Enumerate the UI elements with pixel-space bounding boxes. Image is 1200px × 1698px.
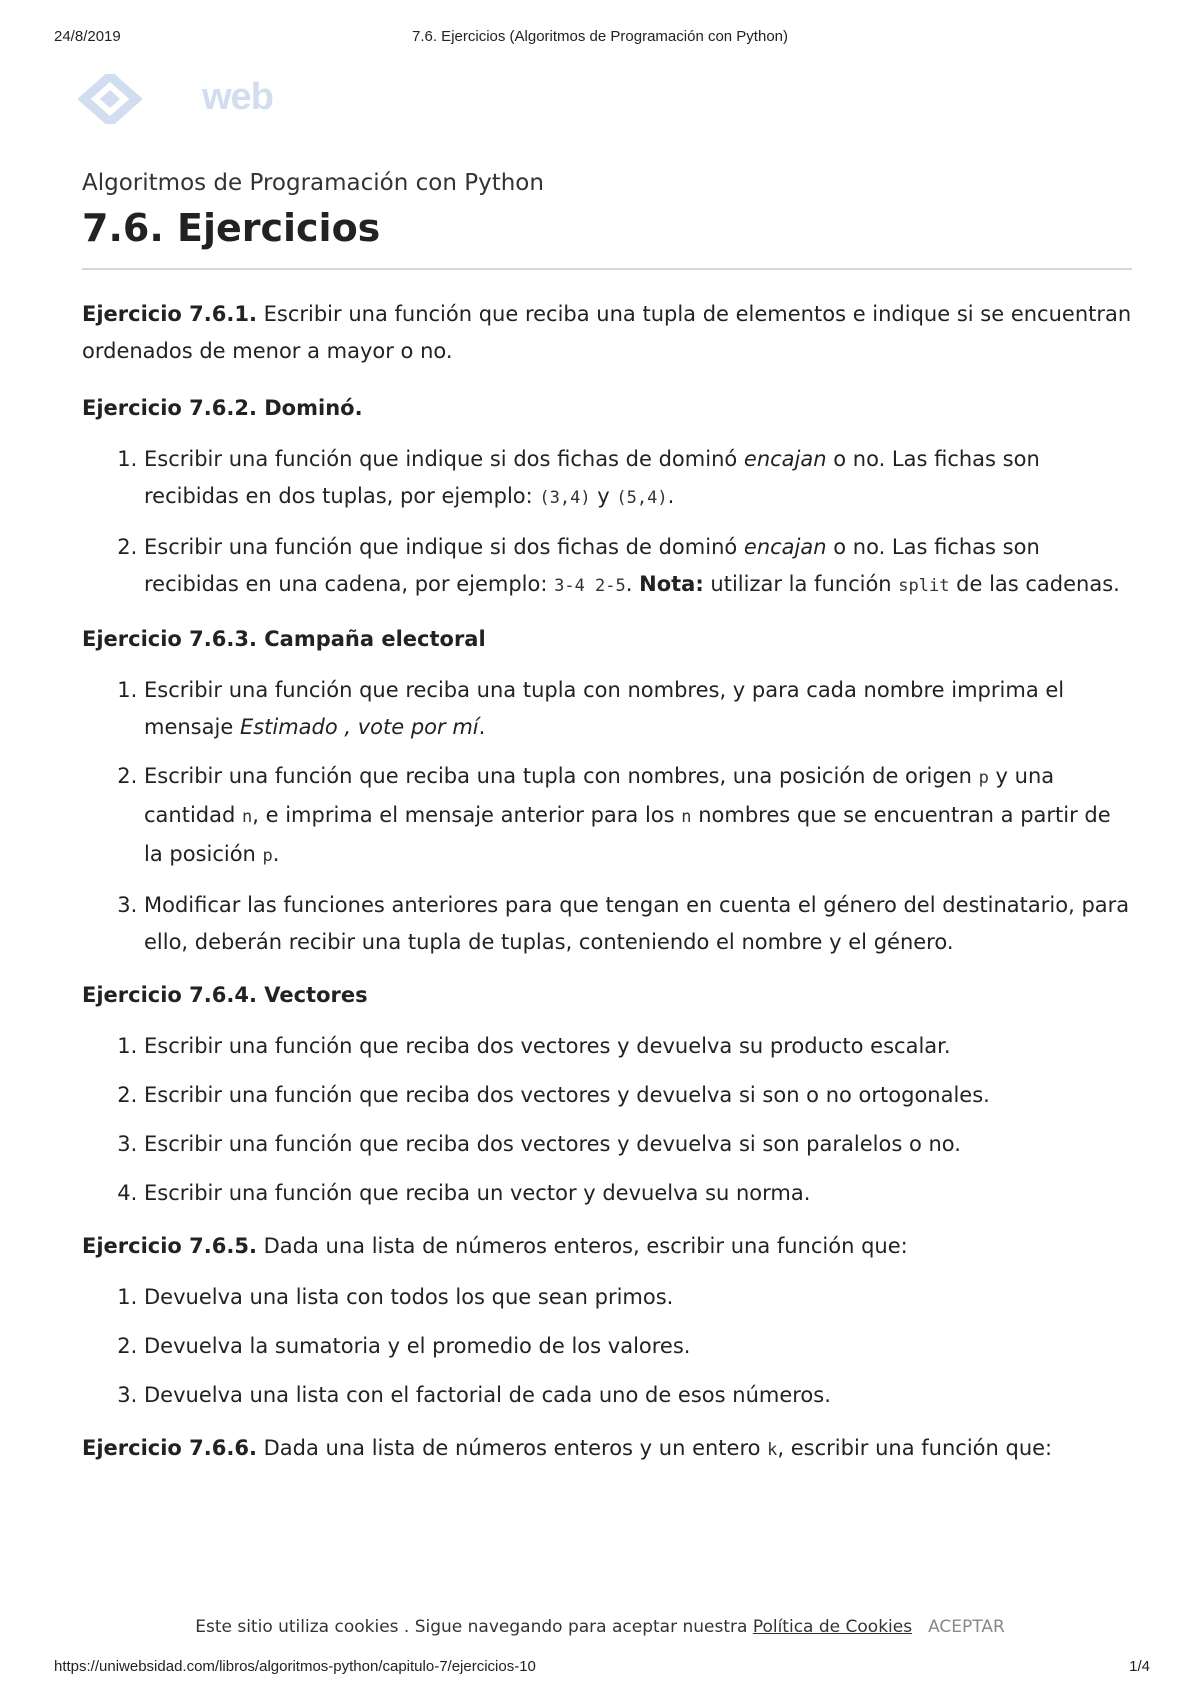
print-page-number: 1/4 <box>1129 1658 1150 1675</box>
list-item: 2. Escribir una función que indique si dos fichas de dominó encajan o no. Las fichas son recibidas en una cadena, por ejemplo: 3-4 2-5. Nota: utilizar la función split de las cadenas. <box>144 529 1132 605</box>
list-item: 2. Devuelva la sumatoria y el promedio de los valores. <box>144 1328 1132 1365</box>
list-item: 1. Escribir una función que indique si dos fichas de dominó encajan o no. Las fichas son recibidas en dos tuplas, por ejemplo: (3,4) y (5,4). <box>144 441 1132 517</box>
exercise-5-heading <box>82 1228 1132 1265</box>
code-inline: n <box>242 807 253 827</box>
exercise-1-text: Escribir una función que reciba una tupla de elementos e indique si se encuentran ordenados de menor a mayor o no. <box>82 302 1132 363</box>
list-item: 3. Escribir una función que reciba dos vectores y devuelva si son paralelos o no. <box>144 1126 1132 1163</box>
exercise-3-list <box>82 672 1132 961</box>
print-title: 7.6. Ejercicios (Algoritmos de Programación con Python) <box>412 28 788 45</box>
print-date: 24/8/2019 <box>54 28 121 45</box>
exercise-4-heading: Ejercicio 7.6.4. Vectores <box>82 983 368 1007</box>
list-item: 2. Escribir una función que reciba una tupla con nombres, una posición de origen p y una cantidad n, e imprima el mensaje anterior para los n nombres que se encuentran a partir de la posición p. <box>144 758 1132 875</box>
logo-word: web <box>202 76 273 118</box>
print-header <box>0 28 1200 50</box>
site-logo[interactable] <box>78 74 298 124</box>
list-item: 1. Devuelva una lista con todos los que sean primos. <box>144 1279 1132 1316</box>
exercise-1-label: Ejercicio 7.6.1. <box>82 302 257 326</box>
cookie-banner <box>0 1617 1200 1637</box>
code-inline: (5,4) <box>616 488 668 508</box>
list-item: 3. Modificar las funciones anteriores para que tengan en cuenta el género del destinatario, para ello, deberán recibir una tupla de tuplas, conteniendo el nombre y el género. <box>144 887 1132 961</box>
exercise-5-text: Dada una lista de números enteros, escribir una función que: <box>256 1234 908 1258</box>
list-item: 2. Escribir una función que reciba dos vectores y devuelva si son o no ortogonales. <box>144 1077 1132 1114</box>
code-inline: split <box>898 576 950 596</box>
exercise-2-heading: Ejercicio 7.6.2. Dominó. <box>82 396 363 420</box>
cookie-text: Este sitio utiliza cookies . Sigue navegando para aceptar nuestra <box>195 1617 753 1637</box>
page-title: 7.6. Ejercicios <box>82 206 381 250</box>
exercise-5-label: Ejercicio 7.6.5. <box>82 1234 257 1258</box>
exercise-2-list <box>82 441 1132 605</box>
code-inline: 3-4 2-5 <box>554 576 626 596</box>
cookie-accept-button[interactable]: ACEPTAR <box>928 1617 1005 1637</box>
note-label: Nota: <box>639 572 704 596</box>
list-item: 3. Devuelva una lista con el factorial de cada uno de esos números. <box>144 1377 1132 1414</box>
list-item: 1. Escribir una función que reciba una tupla con nombres, y para cada nombre imprima el mensaje Estimado , vote por mí. <box>144 672 1132 746</box>
exercise-6-heading: Ejercicio 7.6.6. Dada una lista de números enteros y un entero k, escribir una función que: <box>82 1436 1053 1460</box>
list-item: 4. Escribir una función que reciba un vector y devuelva su norma. <box>144 1175 1132 1212</box>
exercise-5-list <box>82 1279 1132 1414</box>
print-url: https://uniwebsidad.com/libros/algoritmos-python/capitulo-7/ejercicios-10 <box>54 1658 536 1675</box>
exercise-3-heading: Ejercicio 7.6.3. Campaña electoral <box>82 627 486 651</box>
title-divider <box>82 268 1132 270</box>
list-item: 1. Escribir una función que reciba dos vectores y devuelva su producto escalar. <box>144 1028 1132 1065</box>
exercise-1 <box>82 296 1132 370</box>
code-inline: p <box>262 846 273 866</box>
exercise-4-list <box>82 1028 1132 1212</box>
code-inline: p <box>978 768 989 788</box>
main-content <box>82 170 1132 1483</box>
code-inline: k <box>767 1440 778 1460</box>
cookie-policy-link[interactable]: Política de Cookies <box>752 1617 913 1637</box>
diamond-logo-icon <box>78 74 142 124</box>
code-inline: n <box>681 807 692 827</box>
code-inline: (3,4) <box>539 488 591 508</box>
book-title[interactable]: Algoritmos de Programación con Python <box>82 170 544 196</box>
print-footer <box>0 1658 1200 1678</box>
exercise-6-label: Ejercicio 7.6.6. <box>82 1436 257 1460</box>
